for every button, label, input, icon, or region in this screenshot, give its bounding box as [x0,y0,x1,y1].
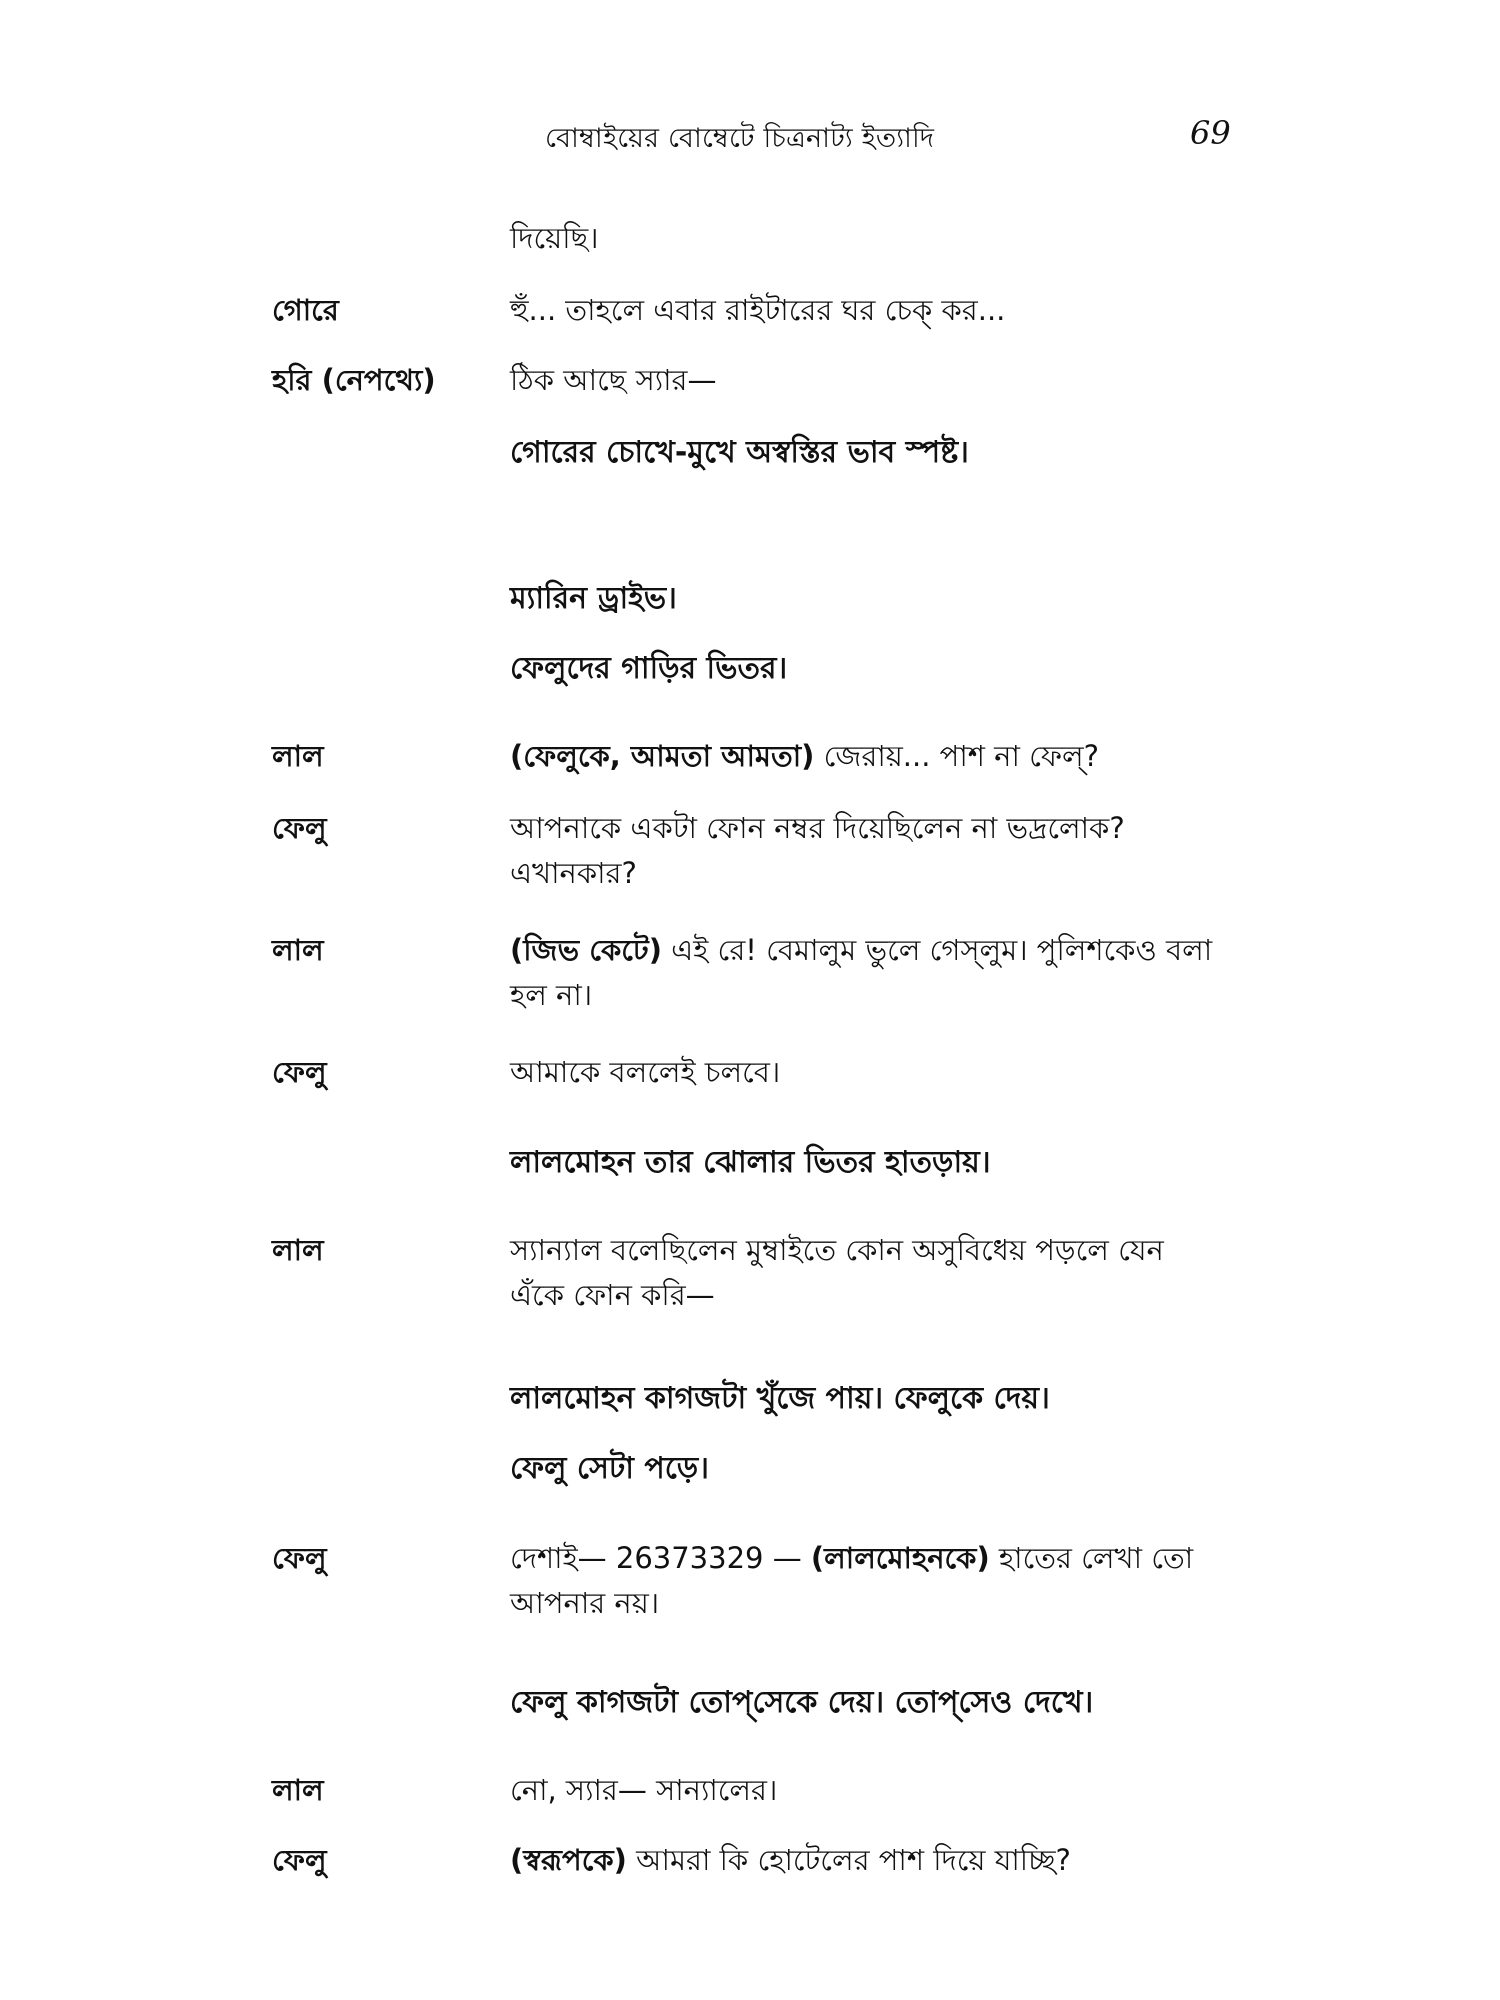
stage-direction: লালমোহন তার ঝোলার ভিতর হাতড়ায়। [510,1145,991,1180]
dialogue-line [510,928,1222,1018]
speaker-lal: লাল [272,739,324,773]
dialogue-line: ঠিক আছে স্যার— [510,363,717,397]
dialogue-text: হাতের লেখা তো আপনার নয়। [510,1541,1194,1620]
speaker-felu: ফেলু [272,1843,327,1877]
running-title: বোম্বাইয়ের বোম্বেটে চিত্রনাট্য ইত্যাদি [545,123,935,154]
dialogue-line: আমাকে বললেই চলবে। [510,1055,781,1089]
speaker-felu: ফেলু [272,1541,327,1575]
parenthetical: (স্বরূপকে) [510,1843,627,1877]
dialogue-continuation: দিয়েছি। [510,221,599,255]
dialogue-line [510,1838,1222,1883]
dialogue-line: আপনাকে একটা ফোন নম্বর দিয়েছিলেন না ভদ্রলোক? এখানকার? [510,811,1125,890]
page-number: 69 [1190,114,1231,152]
scene-heading: ফেলুদের গাড়ির ভিতর। [510,651,788,686]
dialogue-line: নো, স্যার— সান্যালের। [510,1773,778,1807]
stage-direction: লালমোহন কাগজটা খুঁজে পায়। ফেলুকে দেয়। [510,1381,1050,1416]
speaker-lal: লাল [272,933,324,967]
speaker-felu: ফেলু [272,1055,327,1089]
parenthetical: (ফেলুকে, আমতা আমতা) [510,739,815,773]
parenthetical: (লালমোহনকে) [810,1541,990,1575]
dialogue-text: আমরা কি হোটেলের পাশ দিয়ে যাচ্ছি? [626,1843,1071,1877]
speaker-felu: ফেলু [272,811,327,845]
dialogue-line [510,734,1222,779]
dialogue-line [510,1536,1222,1626]
scene-heading: ম্যারিন ড্রাইভ। [510,581,677,616]
stage-direction: গোরের চোখে-মুখে অস্বস্তির ভাব স্পষ্ট। [510,435,969,470]
dialogue-text: দেশাই— 26373329 — [510,1541,811,1575]
dialogue-text: এই রে! বেমালুম ভুলে গেস্‌লুম। পুলিশকেও বলা হল না। [510,933,1213,1012]
stage-direction: ফেলু সেটা পড়ে। [510,1451,709,1486]
speaker-lal: লাল [272,1233,324,1267]
parenthetical: (জিভ কেটে) [510,933,662,967]
dialogue-line: স্যান্যাল বলেছিলেন মুম্বাইতে কোন অসুবিধেয় পড়লে যেন এঁকে ফোন করি— [510,1233,1164,1312]
dialogue-text: জেরায়... পাশ না ফেল্? [814,739,1100,773]
stage-direction: ফেলু কাগজটা তোপ্‌সেকে দেয়। তোপ্‌সেও দেখে। [510,1685,1094,1720]
speaker-gore: গোরে [272,293,339,327]
speaker-hari: হরি (নেপথ্যে) [272,363,436,397]
speaker-lal: লাল [272,1773,324,1807]
dialogue-line: হুঁ... তাহলে এবার রাইটারের ঘর চেক্ কর... [510,293,1006,327]
